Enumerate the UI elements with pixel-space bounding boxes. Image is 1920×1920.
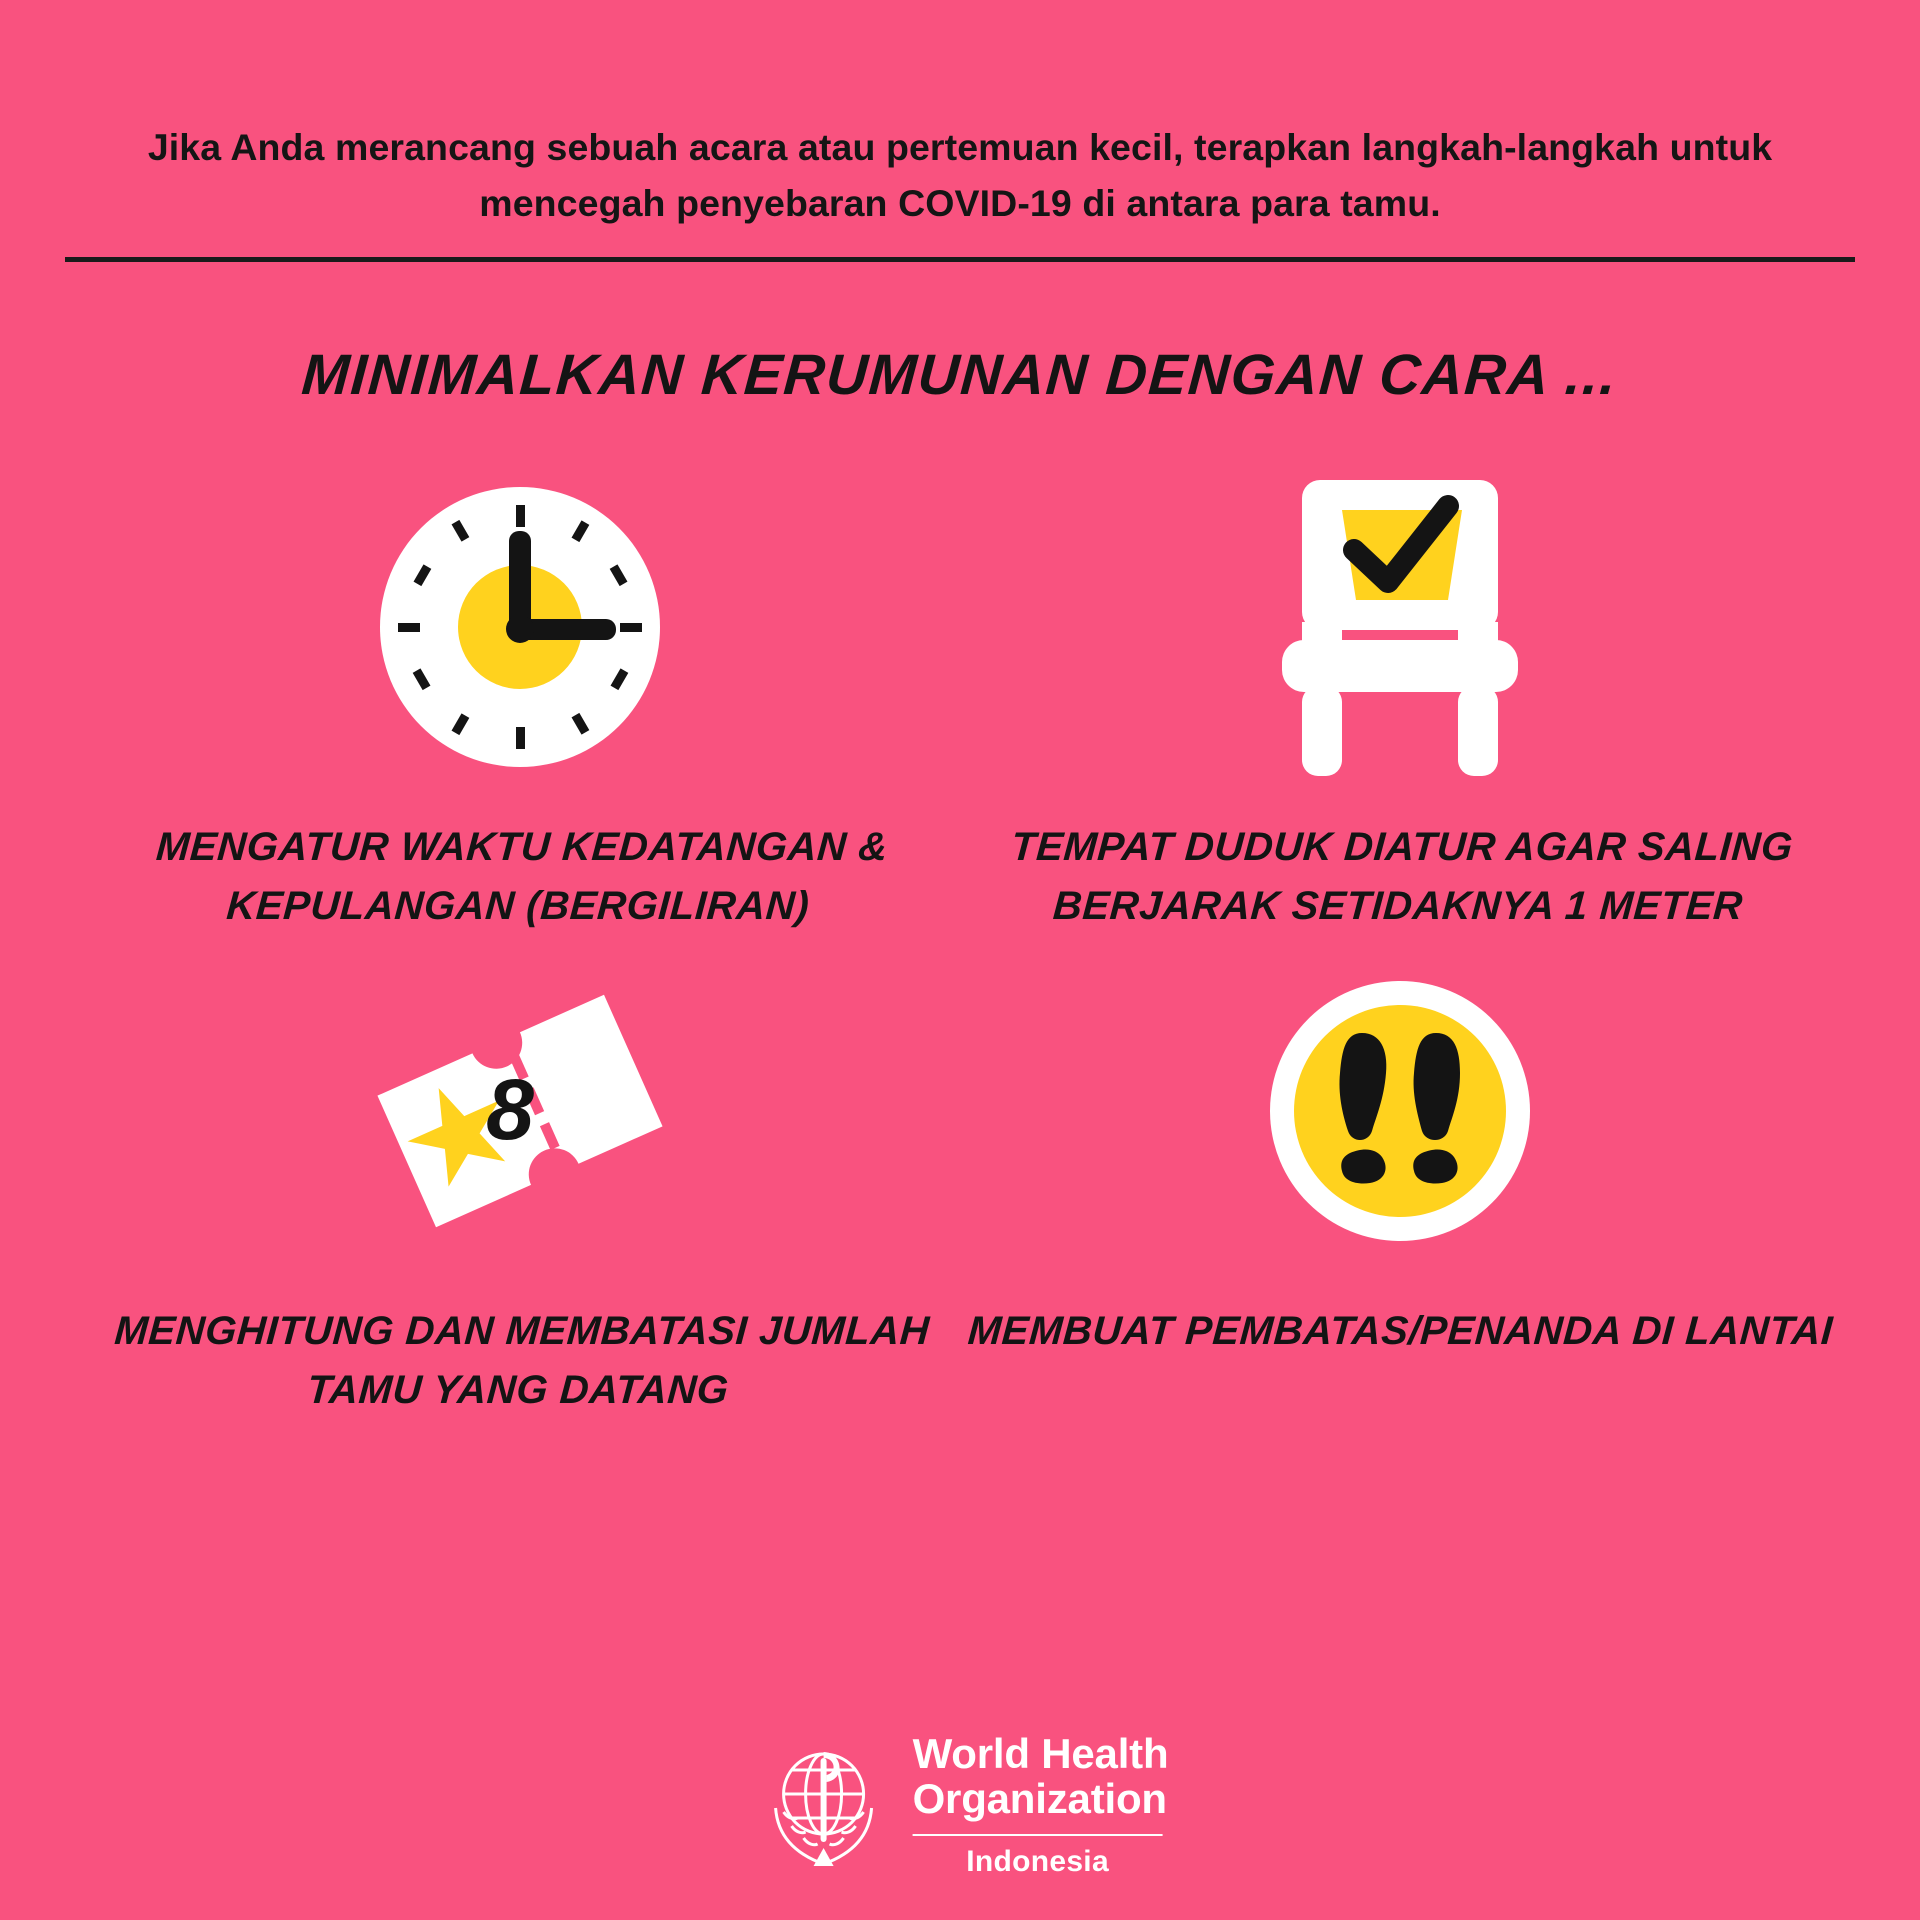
tip-caption: MENGHITUNG DAN MEMBATASI JUMLAH TAMU YANG DATANG [113, 1309, 932, 1413]
tip-item-floor-markers [960, 946, 1840, 1420]
tip-caption: TEMPAT DUDUK DIATUR AGAR SALING BERJARAK SETIDAKNYA 1 METER [1009, 825, 1795, 929]
tip-item-seating [960, 462, 1840, 936]
ticket-number: 8 [486, 1062, 534, 1159]
who-wordmark [913, 1731, 1169, 1878]
clock-icon [360, 462, 680, 792]
tip-item-schedule [80, 462, 960, 936]
tips-grid [80, 462, 1840, 1421]
who-line-1: World Health [912, 1729, 1169, 1777]
who-emblem-icon [752, 1732, 897, 1877]
who-logo [752, 1731, 1169, 1878]
who-divider [913, 1834, 1163, 1836]
header-banner [65, 120, 1855, 262]
who-country: Indonesia [966, 1844, 1109, 1878]
page-title: MINIMALKAN KERUMUNAN DENGAN CARA ... [300, 343, 1620, 407]
ticket-icon [360, 946, 680, 1276]
tip-item-guest-limit [80, 946, 960, 1420]
header-text: Jika Anda merancang sebuah acara atau pertemuan kecil, terapkan langkah-langkah untuk mencegah penyebaran COVID-19 di antara para tamu. [147, 126, 1773, 224]
who-line-2: Organization [912, 1775, 1167, 1823]
footprints-icon [1250, 946, 1550, 1276]
tip-caption: MEMBUAT PEMBATAS/PENANDA DI LANTAI [966, 1309, 1834, 1354]
tip-caption: MENGATUR WAKTU KEDATANGAN & KEPULANGAN (BERGILIRAN) [154, 825, 890, 929]
chair-check-icon [1250, 462, 1550, 792]
